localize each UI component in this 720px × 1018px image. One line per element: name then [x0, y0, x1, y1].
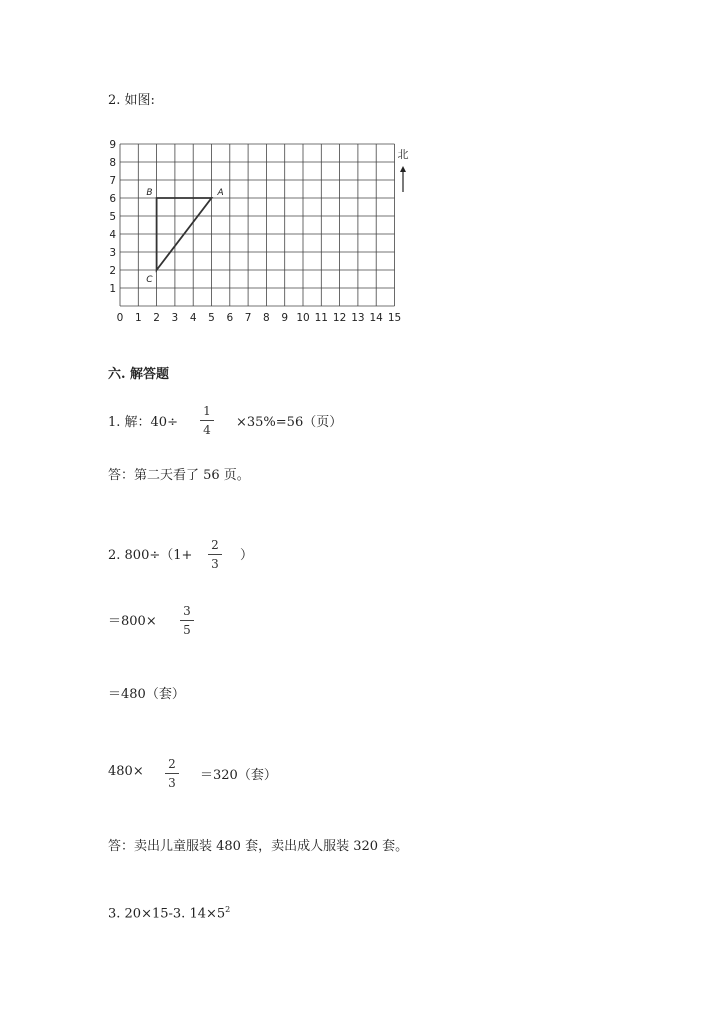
- answer-2-line-4-prefix: 480×: [108, 764, 144, 779]
- north-label: 北: [397, 148, 409, 161]
- x-tick-label: 0: [116, 312, 124, 324]
- answer-1-fraction: [197, 404, 217, 437]
- answer-2-line-3: ＝480（套）: [108, 687, 185, 702]
- answer-2-line-4-suffix: ＝320（套）: [200, 768, 277, 783]
- y-tick-label: 1: [109, 283, 116, 295]
- y-tick-label: 5: [109, 211, 116, 223]
- fraction-bar: [165, 773, 179, 774]
- answer-1-prefix: 1. 解：40÷: [108, 415, 178, 430]
- x-tick-label: 10: [296, 312, 310, 324]
- x-tick-label: 12: [332, 312, 347, 324]
- question-2-label: 2. 如图:: [108, 93, 155, 108]
- x-tick-label: 11: [314, 312, 328, 324]
- answer-2-line-1-fraction: [205, 538, 225, 571]
- axis-labels: [109, 139, 401, 324]
- answer-2-line-2-fraction: [177, 604, 197, 637]
- x-tick-label: 1: [134, 312, 142, 324]
- fraction-numerator: 1: [203, 404, 211, 418]
- x-tick-label: 15: [387, 312, 402, 324]
- y-tick-label: 7: [109, 175, 116, 187]
- answer-2-line-1-prefix: 2. 800÷（1+: [108, 548, 193, 563]
- answer-3-exponent: 2: [225, 905, 231, 914]
- answer-3: [108, 905, 230, 921]
- x-tick-label: 13: [351, 312, 365, 324]
- answer-1-conclusion: 答：第二天看了 56 页。: [108, 468, 250, 483]
- x-tick-label: 7: [244, 312, 252, 324]
- fraction-denominator: 3: [211, 557, 219, 571]
- fraction-bar: [180, 620, 194, 621]
- x-tick-label: 6: [226, 312, 234, 324]
- fraction-numerator: 3: [183, 604, 191, 618]
- x-tick-label: 4: [189, 312, 197, 324]
- answer-2-line-2-prefix: ＝800×: [108, 614, 157, 629]
- answer-3-expression: 3. 20×15-3. 14×5: [108, 906, 226, 922]
- answer-1-suffix: ×35%=56（页）: [236, 415, 343, 430]
- point-label-a: A: [217, 188, 224, 198]
- north-arrow-icon: [398, 148, 409, 192]
- grid-lines: [120, 144, 395, 306]
- fraction-denominator: 3: [168, 776, 176, 790]
- x-tick-label: 9: [281, 312, 289, 324]
- y-tick-label: 6: [109, 193, 116, 205]
- point-label-c: C: [146, 275, 153, 285]
- answer-2-line-4-fraction: [162, 757, 182, 790]
- y-tick-label: 3: [109, 247, 116, 259]
- y-tick-label: 2: [109, 265, 116, 277]
- fraction-numerator: 2: [211, 538, 219, 552]
- answer-2-conclusion: 答：卖出儿童服装 480 套，卖出成人服装 320 套。: [108, 839, 409, 854]
- y-tick-label: 4: [109, 229, 116, 241]
- x-tick-label: 14: [369, 312, 383, 324]
- fraction-bar: [208, 554, 222, 555]
- answer-2-line-1-suffix: ）: [240, 548, 254, 563]
- fraction-denominator: 4: [203, 423, 211, 437]
- coordinate-grid: [100, 136, 420, 328]
- fraction-denominator: 5: [183, 623, 191, 637]
- x-tick-label: 3: [171, 312, 179, 324]
- point-label-b: B: [146, 188, 153, 198]
- section-title: 六. 解答题: [108, 367, 170, 382]
- fraction-bar: [200, 420, 214, 421]
- y-tick-label: 9: [109, 139, 116, 151]
- y-tick-label: 8: [109, 157, 116, 169]
- x-tick-label: 8: [263, 312, 270, 324]
- x-tick-label: 5: [208, 312, 215, 324]
- x-tick-label: 2: [153, 312, 160, 324]
- fraction-numerator: 2: [168, 757, 176, 771]
